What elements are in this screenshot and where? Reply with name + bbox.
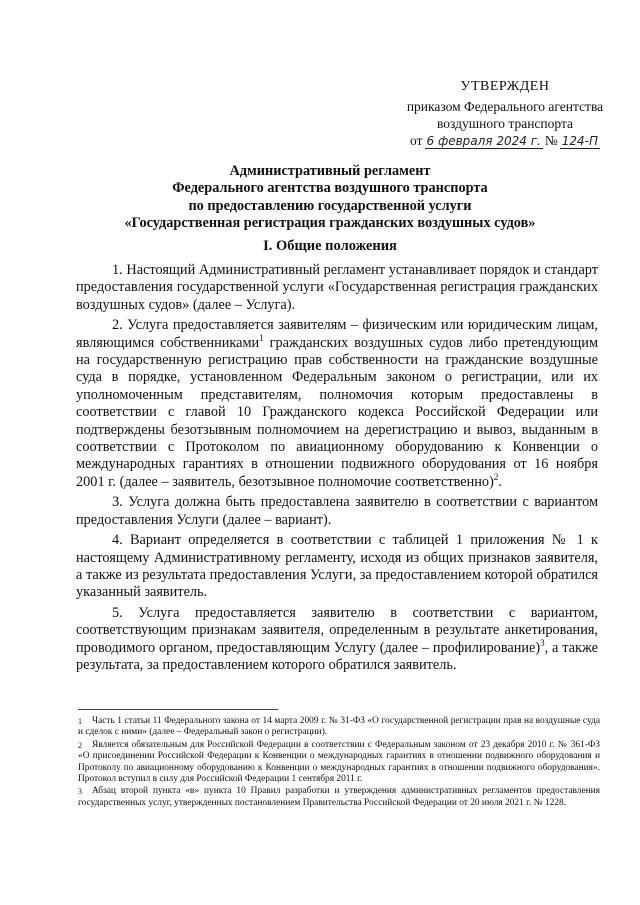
footnote-2: [78, 740, 600, 786]
document-body: [76, 262, 598, 677]
paragraph-2-text-a: 2. Услуга предоставляется заявителям – физическим или юридическим лицам, являющимся собственниками: [76, 317, 598, 351]
title-line-2: Федерального агентства воздушного транспорта: [172, 180, 488, 197]
approval-line-2: воздушного транспорта: [436, 116, 574, 131]
footnote-ref-1: 1: [259, 332, 264, 343]
title-line-3: по предоставлению государственной услуги: [188, 197, 472, 214]
paragraph-5-text-a: 5. Услуга предоставляется заявителю в соответствии с вариантом, соответствующим признакам заявителя, определенным в результате анкетирования, проводимого органом, предоставляющим Услугу (далее – профилирование): [76, 604, 598, 656]
footnote-text: Часть 1 статьи 11 Федерального закона от 14 марта 2009 г. № 31-ФЗ «О государственной регистрации прав на воздушные суда и сделок с ними» (далее – Федеральный закон о регистрации).: [78, 716, 600, 738]
title-line-4: «Государственная регистрация гражданских воздушных судов»: [124, 214, 536, 231]
footnote-text: Абзац второй пункта «в» пункта 10 Правил разработки и утверждения административных регламентов предоставления государственных услуг, утвержденных постановлением Правительства Российской Федерации от 20 июля 2021 г. № 1228.: [78, 786, 600, 808]
footnote-mark: 2: [78, 740, 82, 750]
handwritten-date: 6 февраля 2024 г.: [426, 134, 541, 148]
paragraph-4: 4. Вариант определяется в соответствии с таблицей 1 приложения № 1 к настоящему Административному регламенту, исходя из общих признаков заявителя, а также из результата предоставления Услуги, за предоставлением которой обратился указанный заявитель.: [76, 532, 598, 601]
footnote-ref-2: 2: [493, 472, 499, 483]
handwritten-number: 124-П: [561, 134, 598, 148]
title-line-1: Административный регламент: [229, 163, 431, 179]
footnote-ref-3: 3: [540, 637, 545, 648]
footnote-divider: [78, 709, 278, 710]
paragraph-5-text-b: , а также результата, за предоставлением которого обратился заявитель.: [76, 639, 598, 673]
paragraph-1: 1. Настоящий Административный регламент устанавливает порядок и стандарт предоставления государственной услуги «Государственная регистрация гражданских воздушных судов» (далее – Услуга).: [76, 262, 598, 313]
footnote-mark: 1: [78, 717, 82, 726]
footnote-3: [78, 786, 600, 809]
paragraph-2-text-b: гражданских воздушных судов либо претендующим на государственную регистрацию прав собственности на гражданские воздушные суда в порядке, установленном Федеральным законом о регистрации, или их уполномоченным представителям, полномочия которым предоставлены в соответствии с главой 10 Гражданского кодекса Российской Федерации или подтверждены безотзывным полномочием на дерегистрацию и вывоз, выданным в соответствии с Протоколом по авиационному оборудованию к Конвенции о международных гарантиях в отношении подвижного оборудования от 16 ноября 2001 г. (далее – заявитель, безотзывное полномочие соответственно): [76, 334, 598, 490]
approval-line-1: приказом Федерального агентства: [406, 99, 604, 114]
paragraph-2: [76, 317, 598, 491]
paragraph-3: 3. Услуга должна быть предоставлена заявителю в соответствии с вариантом предоставления Услуги (далее – вариант).: [76, 494, 598, 528]
approval-date-number: [400, 132, 610, 149]
approval-stamp: [400, 78, 610, 149]
footnote-text: Является обязательным для Российской Федерации в соответствии с Федеральным законом от 23 декабря 2010 г. № 361-ФЗ «О присоединении Российской Федерации к Конвенции о международных гарантиях в отношении подвижного оборудования и Протоколу по авиационному оборудованию к Конвенции о международных гарантиях в отношении подвижного оборудования». Протокол вступил в силу для Российской Федерации 1 сентября 2011 г.: [78, 739, 600, 785]
footnote-mark: 3: [78, 787, 82, 797]
footnote-1: [78, 716, 600, 739]
paragraph-5: [76, 605, 598, 675]
number-label: №: [544, 133, 558, 148]
footnotes: [78, 716, 600, 810]
section-heading: I. Общие положения: [263, 238, 397, 254]
document-title: [60, 163, 600, 232]
paragraph-2-text-c: .: [498, 473, 502, 490]
approval-heading: УТВЕРЖДЕН: [460, 79, 550, 94]
from-label: от: [410, 133, 423, 148]
